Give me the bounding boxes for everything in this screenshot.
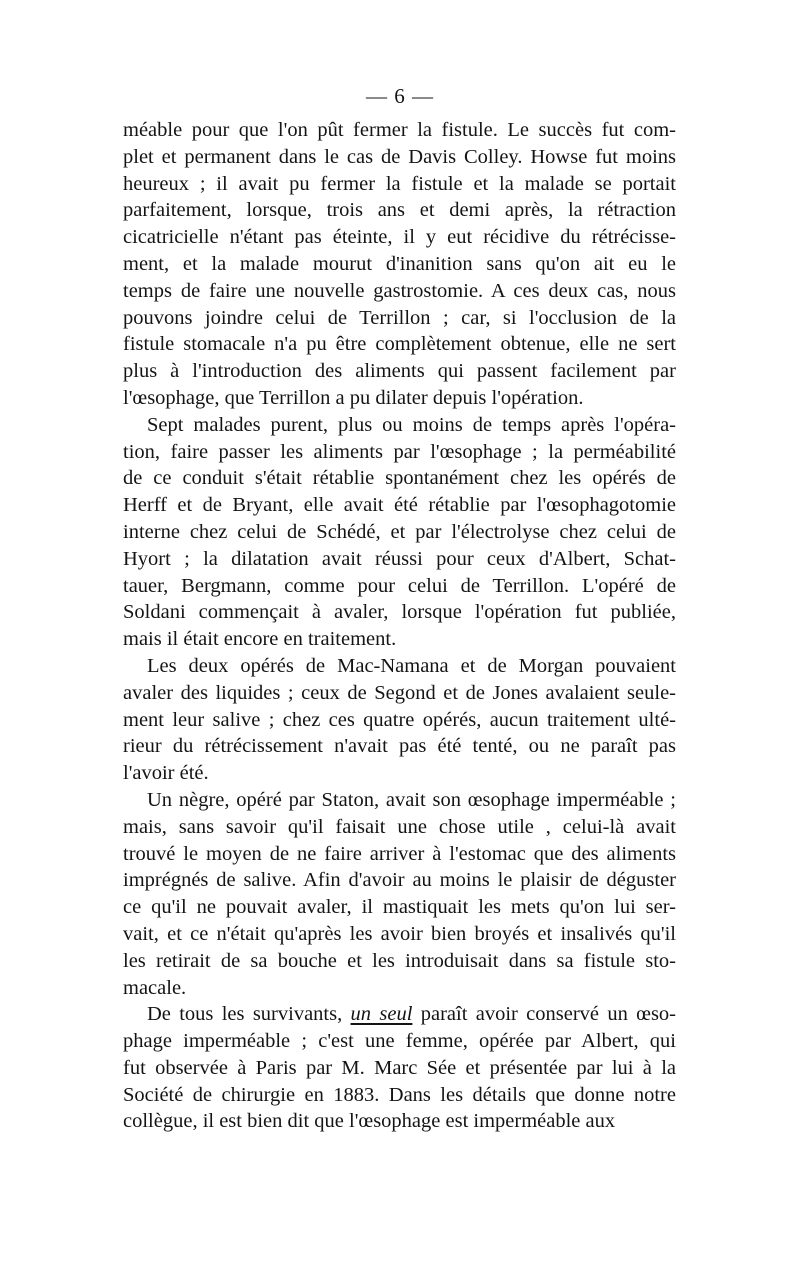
text-line: rieur du rétrécissement n'avait pas été tenté, ou ne paraît pas xyxy=(123,735,676,758)
text-line: cicatricielle n'étant pas éteinte, il y eut récidive du rétrécisse- xyxy=(123,226,676,249)
paragraph xyxy=(123,412,676,653)
text-line: plet et permanent dans le cas de Davis Colley. Howse fut moins xyxy=(123,145,676,168)
text-line: l'œsophage, que Terrillon a pu dilater depuis l'opération. xyxy=(123,386,584,409)
text-line: de ce conduit s'était rétablie spontanément chez les opérés de xyxy=(123,467,676,490)
text-line: l'avoir été. xyxy=(123,762,209,785)
text-line: mais il était encore en traitement. xyxy=(123,628,397,651)
text-line: Hyort ; la dilatation avait réussi pour ceux d'Albert, Schat- xyxy=(123,547,676,570)
paragraph xyxy=(123,1001,676,1135)
text-line: Les deux opérés de Mac-Namana et de Morgan pouvaient xyxy=(147,654,676,677)
text-line: collègue, il est bien dit que l'œsophage est imperméable aux xyxy=(123,1110,616,1133)
paragraph xyxy=(123,787,676,1001)
text-line: ment leur salive ; chez ces quatre opérés, aucun traitement ulté- xyxy=(123,708,676,731)
text-line: temps de faire une nouvelle gastrostomie. A ces deux cas, nous xyxy=(123,279,676,302)
text-line: fut observée à Paris par M. Marc Sée et présentée par lui à la xyxy=(123,1056,676,1079)
text-line: De tous les survivants, un seul paraît avoir conservé un œso- xyxy=(147,1003,677,1026)
text-line: heureux ; il avait pu fermer la fistule et la malade se portait xyxy=(123,172,676,195)
text-line: Herff et de Bryant, elle avait été rétablie par l'œsophagotomie xyxy=(123,494,676,517)
text-line: parfaitement, lorsque, trois ans et demi après, la rétraction xyxy=(123,199,676,222)
text-line: Sept malades purent, plus ou moins de temps après l'opéra- xyxy=(147,413,676,436)
text-line: phage imperméable ; c'est une femme, opérée par Albert, qui xyxy=(123,1030,676,1053)
text-line: méable pour que l'on pût fermer la fistule. Le succès fut com- xyxy=(123,119,676,141)
text-line: les retirait de sa bouche et les introduisait dans sa fistule sto- xyxy=(123,949,676,972)
text-line: Soldani commençait à avaler, lorsque l'opération fut publiée, xyxy=(123,601,676,624)
text-line: ce qu'il ne pouvait avaler, il mastiquait les mets qu'on lui ser- xyxy=(123,896,676,919)
text-line: vait, et ce n'était qu'après les avoir bien broyés et insalivés qu'il xyxy=(123,922,676,945)
text-line: pouvons joindre celui de Terrillon ; car, si l'occlusion de la xyxy=(123,306,676,329)
page-number: — 6 — xyxy=(366,84,434,108)
emphasis: un seul xyxy=(350,1003,413,1026)
text-line: fistule stomacale n'a pu être complètement obtenue, elle ne sert xyxy=(123,333,676,356)
text-line: trouvé le moyen de ne faire arriver à l'estomac que des aliments xyxy=(123,842,676,865)
text-line: Société de chirurgie en 1883. Dans les détails que donne notre xyxy=(123,1083,676,1106)
paragraph xyxy=(123,653,676,787)
text-line: plus à l'introduction des aliments qui passent facilement par xyxy=(123,360,676,383)
text-line: Un nègre, opéré par Staton, avait son œsophage imperméable ; xyxy=(147,788,676,811)
body-text xyxy=(123,117,676,1135)
text-line: ment, et la malade mourut d'inanition sans qu'on ait eu le xyxy=(123,252,676,275)
text-line: macale. xyxy=(123,976,187,999)
text-line: mais, sans savoir qu'il faisait une chose utile , celui-là avait xyxy=(123,815,676,838)
text-line: tion, faire passer les aliments par l'œsophage ; la perméabilité xyxy=(123,440,676,463)
text-line: tauer, Bergmann, comme pour celui de Terrillon. L'opéré de xyxy=(123,574,676,597)
text-line: interne chez celui de Schédé, et par l'électrolyse chez celui de xyxy=(123,520,676,543)
paragraph xyxy=(123,117,676,412)
text-line: avaler des liquides ; ceux de Segond et de Jones avalaient seule- xyxy=(123,681,676,704)
text-line: imprégnés de salive. Afin d'avoir au moins le plaisir de déguster xyxy=(123,869,676,892)
